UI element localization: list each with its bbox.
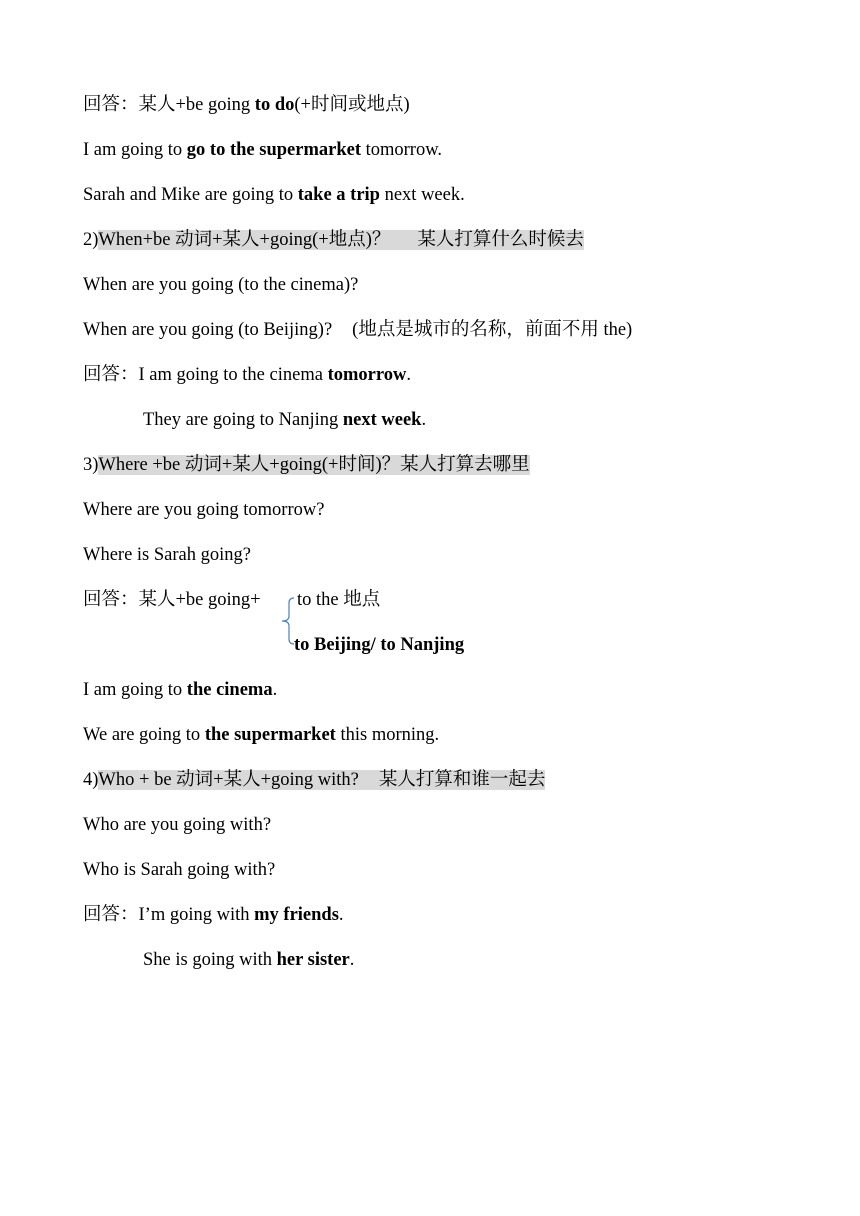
section-number: 2) <box>83 230 99 250</box>
section-heading-who <box>83 767 545 793</box>
text: 回答：I’m going with <box>83 905 255 925</box>
example-sentence <box>83 722 439 748</box>
bold-text: tomorrow <box>327 365 407 385</box>
text: . <box>406 365 411 385</box>
text: Where is Sarah going? <box>83 545 251 565</box>
brace-option-1 <box>297 587 380 613</box>
text: 回答：I am going to the cinema <box>83 365 328 385</box>
text: When are you going (to the cinema)? <box>83 275 359 295</box>
text: When+be 动词+某人+going(+地点)？ <box>98 230 391 250</box>
text: When are you going (to Beijing)? <box>83 320 333 340</box>
text: 回答：某人+be going <box>83 95 255 115</box>
text: I am going to <box>83 680 187 700</box>
highlighted-heading <box>98 230 583 250</box>
answer-line <box>83 902 344 928</box>
text: Who are you going with? <box>83 815 272 835</box>
highlighted-heading <box>98 770 545 790</box>
answer-pattern-line <box>83 587 261 613</box>
text: . <box>421 410 427 430</box>
answer-line <box>143 947 354 973</box>
text: this morning. <box>335 725 440 745</box>
text: I am going to <box>83 140 187 160</box>
text: She is going with <box>143 950 277 970</box>
bold-text: my friends <box>254 905 339 925</box>
bold-text: the cinema <box>186 680 273 700</box>
section-number: 3) <box>83 455 99 475</box>
text: We are going to <box>83 725 205 745</box>
example-sentence <box>83 677 277 703</box>
text: tomorrow. <box>360 140 442 160</box>
text: 某人打算和谁一起去 <box>378 770 546 790</box>
section-heading-where <box>83 452 530 478</box>
example-sentence <box>83 317 632 343</box>
text: Sarah and Mike are going to <box>83 185 298 205</box>
text: (+时间或地点) <box>294 95 410 115</box>
bold-text: to Beijing/ to Nanjing <box>294 635 465 655</box>
example-sentence <box>83 272 358 298</box>
text: Who + be 动词+某人+going with? <box>98 770 359 790</box>
text: They are going to Nanjing <box>143 410 343 430</box>
answer-pattern-line <box>83 92 410 118</box>
bold-text: her sister <box>276 950 350 970</box>
brace-option-2 <box>294 632 464 658</box>
example-sentence <box>83 497 324 523</box>
text: to the 地点 <box>297 590 381 610</box>
text: next week. <box>379 185 465 205</box>
highlighted-heading: Where +be 动词+某人+going(+时间)？某人打算去哪里 <box>98 455 530 475</box>
section-heading-when <box>83 227 584 253</box>
bold-text: to do <box>254 95 295 115</box>
example-sentence <box>83 542 251 568</box>
answer-line <box>83 362 411 388</box>
example-sentence <box>83 182 465 208</box>
text: 某人打算什么时候去 <box>417 230 584 250</box>
note-text: (地点是城市的名称，前面不用 the) <box>352 320 633 340</box>
text: . <box>272 680 278 700</box>
answer-line <box>143 407 426 433</box>
example-sentence <box>83 812 271 838</box>
bold-text: the supermarket <box>204 725 336 745</box>
example-sentence <box>83 857 275 883</box>
text: Where are you going tomorrow? <box>83 500 325 520</box>
text: 回答：某人+be going+ <box>83 590 261 610</box>
bold-text: go to the supermarket <box>186 140 361 160</box>
text: Who is Sarah going with? <box>83 860 276 880</box>
example-sentence <box>83 137 442 163</box>
text: . <box>338 905 344 925</box>
bold-text: take a trip <box>297 185 380 205</box>
text: . <box>349 950 355 970</box>
bold-text: next week <box>342 410 422 430</box>
section-number: 4) <box>83 770 99 790</box>
